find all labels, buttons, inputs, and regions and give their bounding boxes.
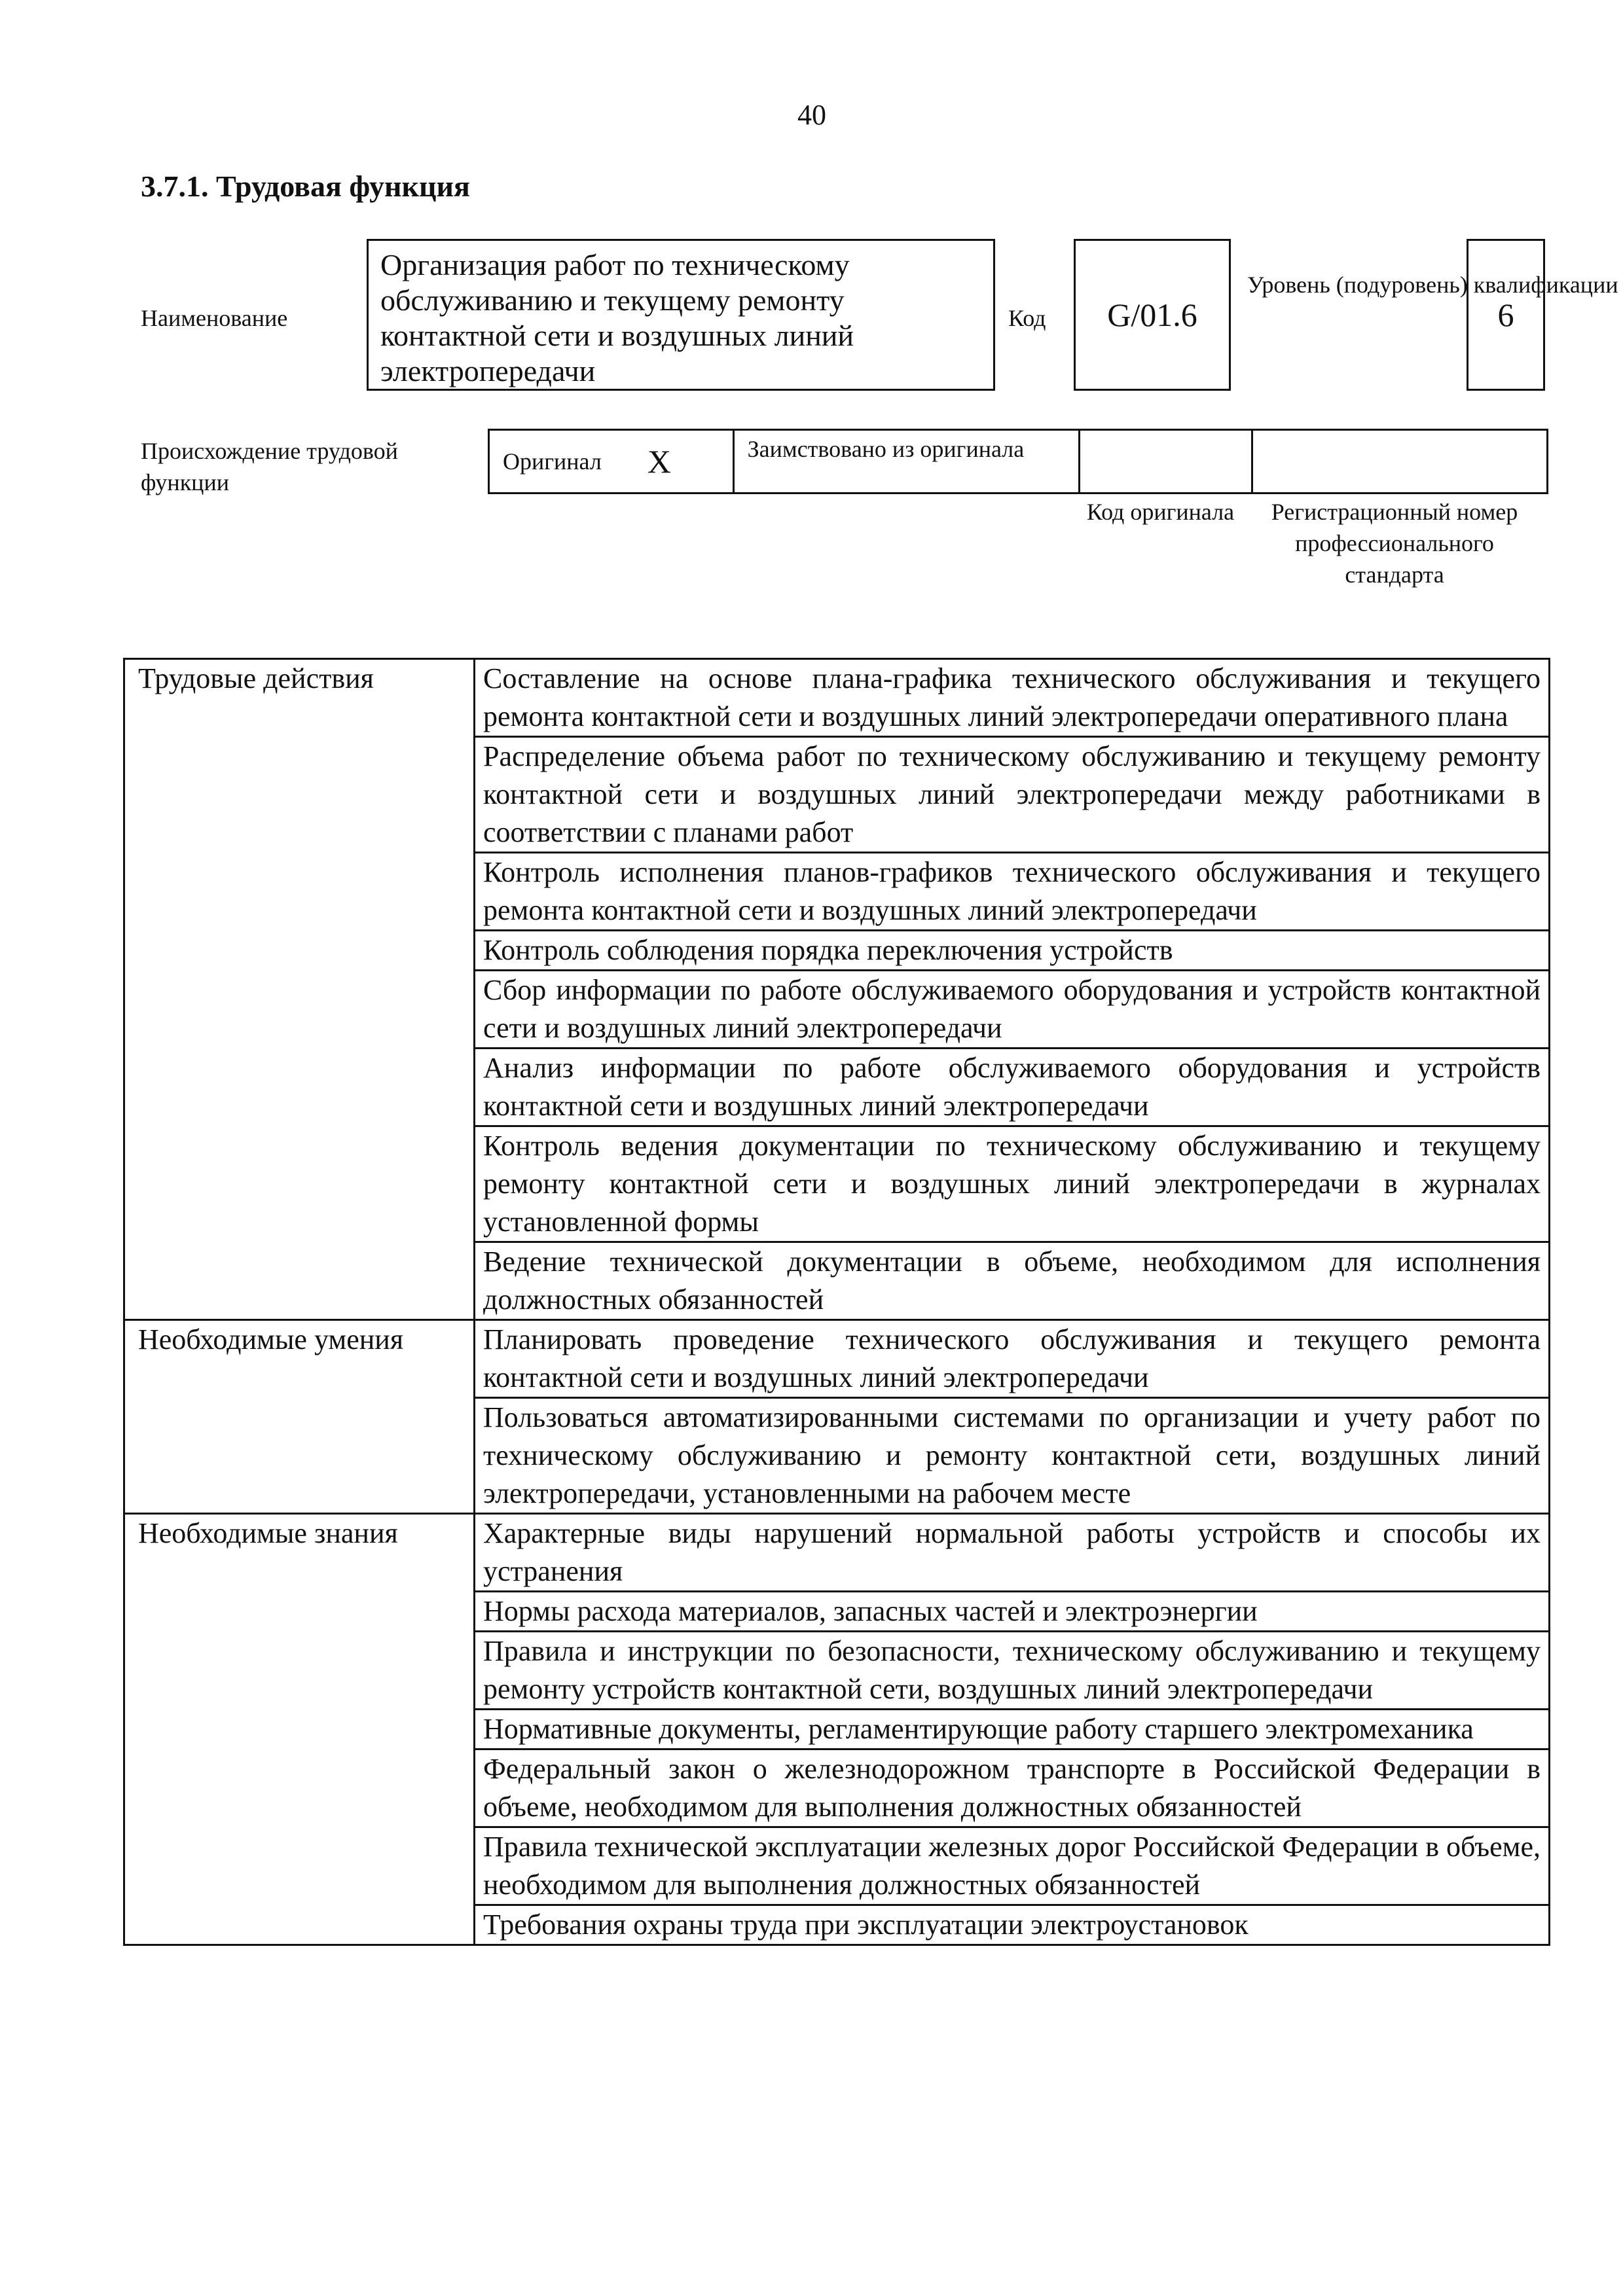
level-label: Уровень (подуровень) квалификации bbox=[1247, 272, 1618, 298]
origin-label: Происхождение трудовой функции bbox=[141, 438, 398, 495]
item-text: Анализ информации по работе обслуживаемого оборудования и устройств контактной сети и воздушных линий электропередачи bbox=[475, 1049, 1550, 1126]
item-text: Контроль исполнения планов-графиков технического обслуживания и текущего ремонта контактной сети и воздушных линий электропередачи bbox=[475, 853, 1550, 931]
item-text: Правила технической эксплуатации железных дорог Российской Федерации в объеме, необходимом для выполнения должностных обязанностей bbox=[475, 1827, 1550, 1905]
table-row bbox=[124, 1514, 1550, 1592]
item-text: Контроль ведения документации по техническому обслуживанию и текущему ремонту контактной сети и воздушных линий электропередачи в журналах установленной формы bbox=[475, 1126, 1550, 1242]
item-text: Составление на основе плана-графика технического обслуживания и текущего ремонта контактной сети и воздушных линий электропередачи оперативного плана bbox=[475, 659, 1550, 737]
qualification-level: 6 bbox=[1467, 239, 1545, 391]
item-text: Распределение объема работ по техническому обслуживанию и текущему ремонту контактной сети и воздушных линий электропередачи между работниками в соответствии с планами работ bbox=[475, 737, 1550, 853]
origin-code-cell bbox=[1080, 431, 1253, 492]
item-text: Характерные виды нарушений нормальной работы устройств и способы их устранения bbox=[475, 1514, 1550, 1592]
item-text: Федеральный закон о железнодорожном транспорте в Российской Федерации в объеме, необходимом для выполнения должностных обязанностей bbox=[475, 1749, 1550, 1827]
function-name: Организация работ по техническому обслуживанию и текущему ремонту контактной сети и воздушных линий электропередачи bbox=[367, 239, 995, 391]
code-label: Код bbox=[1008, 305, 1046, 331]
origin-original-cell bbox=[490, 431, 735, 492]
item-text: Планировать проведение технического обслуживания и текущего ремонта контактной сети и воздушных линий электропередачи bbox=[475, 1320, 1550, 1398]
code-caption: Код оригинала bbox=[1086, 499, 1235, 525]
item-text: Сбор информации по работе обслуживаемого оборудования и устройств контактной сети и воздушных линий электропередачи bbox=[475, 971, 1550, 1049]
original-mark: X bbox=[647, 443, 671, 480]
table-row bbox=[124, 659, 1550, 737]
section-title: 3.7.1. Трудовая функция bbox=[141, 170, 470, 203]
origin-reg-cell bbox=[1253, 431, 1546, 492]
item-text: Правила и инструкции по безопасности, техническому обслуживанию и текущему ремонту устройств контактной сети, воздушных линий электропередачи bbox=[475, 1632, 1550, 1710]
table-row bbox=[124, 1320, 1550, 1398]
item-text: Пользоваться автоматизированными системами по организации и учету работ по техническому обслуживанию и ремонту контактной сети, воздушных линий электропередачи, установленными на рабочем месте bbox=[475, 1398, 1550, 1514]
name-label: Наименование bbox=[141, 305, 288, 331]
category-label: Трудовые действия bbox=[124, 659, 475, 1320]
category-label: Необходимые знания bbox=[124, 1514, 475, 1945]
item-text: Требования охраны труда при эксплуатации электроустановок bbox=[475, 1905, 1550, 1945]
reg-caption: Регистрационный номер профессионального стандарта bbox=[1271, 499, 1518, 588]
item-text: Контроль соблюдения порядка переключения устройств bbox=[475, 931, 1550, 971]
category-label: Необходимые умения bbox=[124, 1320, 475, 1514]
function-code: G/01.6 bbox=[1074, 239, 1231, 391]
original-label: Оригинал bbox=[503, 448, 602, 475]
item-text: Нормы расхода материалов, запасных частей и электроэнергии bbox=[475, 1592, 1550, 1632]
item-text: Ведение технической документации в объеме, необходимом для исполнения должностных обязанностей bbox=[475, 1242, 1550, 1320]
function-table bbox=[123, 658, 1550, 1946]
borrowed-label: Заимствовано из оригинала bbox=[735, 431, 1080, 492]
origin-row bbox=[488, 429, 1548, 494]
page-number: 40 bbox=[797, 99, 826, 131]
item-text: Нормативные документы, регламентирующие работу старшего электромеханика bbox=[475, 1710, 1550, 1749]
